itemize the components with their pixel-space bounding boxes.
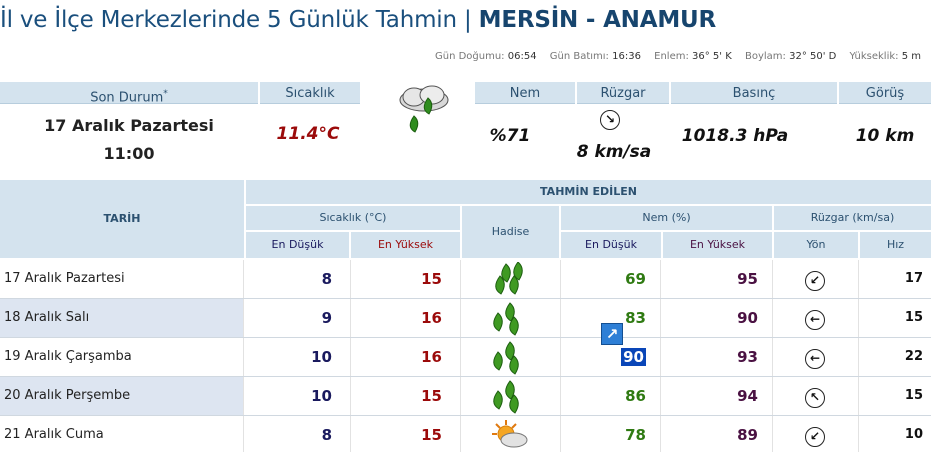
sunrise-value: 06:54 bbox=[507, 51, 537, 62]
row-wind-speed: 22 bbox=[904, 349, 923, 364]
sunrise-label: Gün Doğumu: bbox=[434, 51, 505, 62]
alt-label: Yükseklik: bbox=[849, 51, 899, 62]
date-column-header: TARİH bbox=[0, 180, 244, 258]
wind-direction-icon bbox=[772, 377, 858, 415]
row-humidity-max: 95 bbox=[737, 270, 758, 288]
page-title bbox=[0, 4, 716, 38]
wind-direction-icon bbox=[772, 416, 858, 452]
cursor-arrow-icon: ↗ bbox=[601, 323, 623, 345]
current-temp: 11.4°C bbox=[276, 124, 340, 144]
wind-arrow: ↙ bbox=[805, 427, 825, 447]
temp-header: Sıcaklık bbox=[260, 82, 360, 104]
humidity-min-header: En Düşük bbox=[561, 232, 661, 258]
rain-icon bbox=[460, 338, 560, 376]
temp-group-header: Sıcaklık (°C) bbox=[246, 206, 460, 230]
row-temp-max: 15 bbox=[421, 270, 442, 288]
row-temp-min: 9 bbox=[321, 309, 332, 327]
row-date: 21 Aralık Cuma bbox=[0, 416, 244, 452]
table-row bbox=[0, 260, 931, 299]
alt-value: 5 m bbox=[901, 51, 921, 62]
status-header-label: Son Durum bbox=[90, 90, 164, 106]
current-wind-speed: 8 km/sa bbox=[576, 142, 652, 162]
humidity-max-header: En Yüksek bbox=[663, 232, 772, 258]
wind-dir-header: Yön bbox=[774, 232, 858, 258]
row-humidity-min: 86 bbox=[625, 387, 646, 405]
row-wind-speed: 15 bbox=[904, 388, 923, 403]
row-date: 17 Aralık Pazartesi bbox=[0, 260, 244, 298]
row-date: 20 Aralık Perşembe bbox=[0, 377, 244, 415]
table-row bbox=[0, 338, 931, 377]
current-pressure: 1018.3 hPa bbox=[681, 126, 789, 146]
wind-arrow: ↙ bbox=[805, 271, 825, 291]
event-column-header: Hadise bbox=[462, 206, 559, 258]
wind-arrow: ↖ bbox=[805, 388, 825, 408]
row-temp-min: 10 bbox=[311, 348, 332, 366]
current-date-text: 17 Aralık Pazartesi bbox=[44, 116, 214, 135]
lon-value: 32° 50' D bbox=[789, 51, 837, 62]
lon-label: Boylam: bbox=[744, 51, 786, 62]
temp-max-header: En Yüksek bbox=[351, 232, 460, 258]
row-temp-min: 8 bbox=[321, 426, 332, 444]
heavy-rain-icon bbox=[460, 260, 560, 298]
rain-icon bbox=[460, 299, 560, 337]
row-humidity-max: 90 bbox=[737, 309, 758, 327]
row-humidity-min: 69 bbox=[625, 270, 646, 288]
row-wind-speed: 10 bbox=[904, 427, 923, 442]
current-date bbox=[0, 112, 258, 168]
row-temp-min: 8 bbox=[321, 270, 332, 288]
wind-direction-icon bbox=[772, 338, 858, 376]
visibility-header: Görüş bbox=[839, 82, 931, 104]
wind-direction-icon bbox=[772, 299, 858, 337]
title-location: MERSİN - ANAMUR bbox=[478, 7, 716, 33]
selected-humidity-value: 90 bbox=[623, 348, 644, 366]
sunset-value: 16:36 bbox=[612, 51, 641, 62]
row-date: 19 Aralık Çarşamba bbox=[0, 338, 244, 376]
row-humidity-min: 78 bbox=[625, 426, 646, 444]
humidity-group-header: Nem (%) bbox=[561, 206, 772, 230]
row-wind-speed: 17 bbox=[904, 271, 923, 286]
row-temp-max: 16 bbox=[421, 348, 442, 366]
title-prefix: İl ve İlçe Merkezlerinde 5 Günlük Tahmin | bbox=[0, 7, 479, 33]
sunset-label: Gün Batımı: bbox=[549, 51, 609, 62]
row-temp-max: 16 bbox=[421, 309, 442, 327]
row-date: 18 Aralık Salı bbox=[0, 299, 244, 337]
wind-group-header: Rüzgar (km/sa) bbox=[774, 206, 931, 230]
pressure-header: Basınç bbox=[671, 82, 837, 104]
lat-value: 36° 5' K bbox=[692, 51, 732, 62]
table-row bbox=[0, 377, 931, 416]
rain-cloud-icon bbox=[392, 84, 456, 144]
status-header bbox=[0, 82, 258, 104]
row-humidity-max: 89 bbox=[737, 426, 758, 444]
current-humidity: %71 bbox=[489, 126, 531, 146]
table-row bbox=[0, 416, 931, 452]
wind-direction-icon: ↘ bbox=[600, 108, 620, 130]
humidity-header: Nem bbox=[475, 82, 575, 104]
current-visibility: 10 km bbox=[855, 126, 915, 146]
forecast-header: TAHMİN EDİLEN bbox=[246, 180, 931, 204]
lat-label: Enlem: bbox=[654, 51, 689, 62]
row-temp-max: 15 bbox=[421, 387, 442, 405]
wind-speed-header: Hız bbox=[860, 232, 931, 258]
wind-arrow: ← bbox=[805, 349, 825, 369]
row-humidity-max: 94 bbox=[737, 387, 758, 405]
current-time: 11:00 bbox=[103, 144, 155, 163]
row-humidity-min: 83 bbox=[625, 309, 646, 327]
wind-direction-icon bbox=[772, 260, 858, 298]
wind-header: Rüzgar bbox=[577, 82, 669, 104]
row-wind-speed: 15 bbox=[904, 310, 923, 325]
partly-cloudy-icon bbox=[460, 416, 560, 452]
row-temp-max: 15 bbox=[421, 426, 442, 444]
table-row bbox=[0, 299, 931, 338]
status-footnote-mark: * bbox=[163, 89, 168, 99]
wind-arrow: ← bbox=[805, 310, 825, 330]
rain-icon bbox=[460, 377, 560, 415]
temp-min-header: En Düşük bbox=[246, 232, 349, 258]
row-temp-min: 10 bbox=[311, 387, 332, 405]
row-humidity-max: 93 bbox=[737, 348, 758, 366]
location-info-bar bbox=[435, 51, 931, 62]
